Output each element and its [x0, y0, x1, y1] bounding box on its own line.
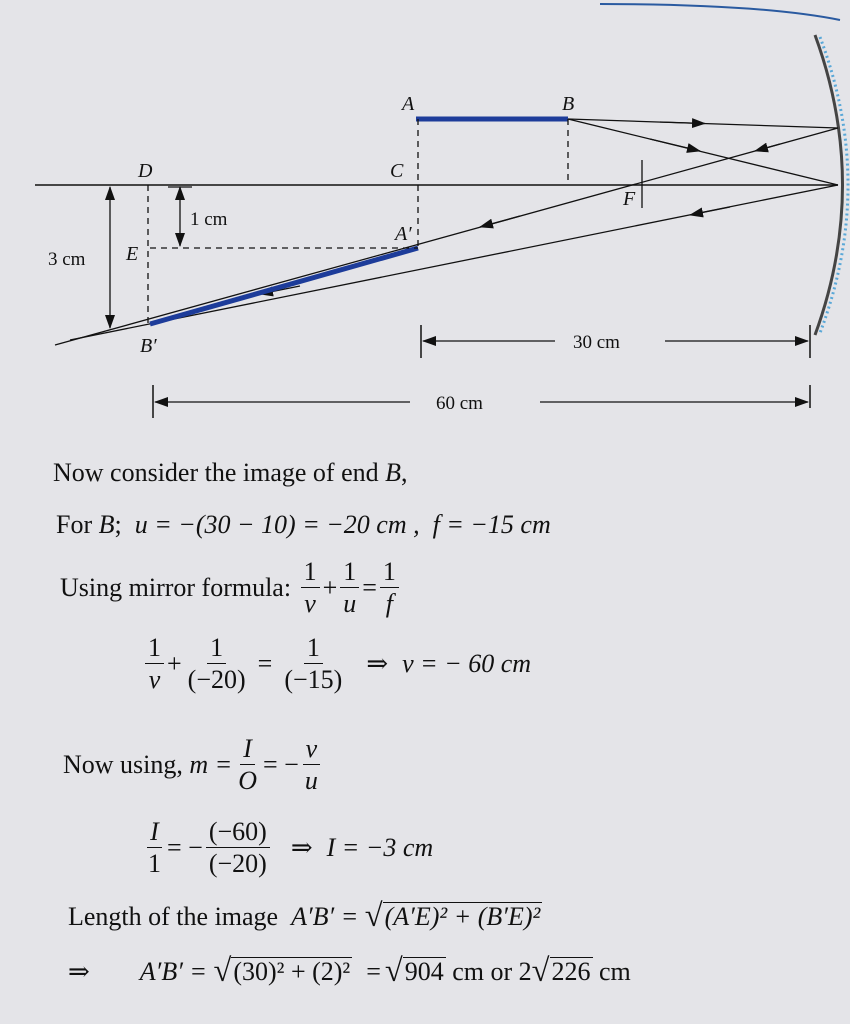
dim-30cm-label: 30 cm	[573, 332, 620, 353]
ray-reflected-from-pole-arrow	[690, 207, 730, 215]
line4-result: v = − 60 cm	[402, 648, 532, 678]
solution-line-1	[53, 460, 850, 486]
dim-60cm-label: 60 cm	[436, 393, 483, 414]
solution-line-5	[63, 735, 850, 795]
solution-line-3	[60, 558, 850, 618]
line8-unit: cm	[452, 956, 484, 986]
sqrt-length-formula: √ (A′E)² + (B′E)²	[364, 898, 541, 934]
line1-text: Now consider the image of end	[53, 458, 386, 487]
frac-i-over-o: $\frac{I}{O}$	[238, 734, 258, 796]
line7-lhs: A′B′ =	[291, 901, 359, 931]
frac-1-over-minus15: $\frac{1}{(-15)}$	[284, 633, 343, 695]
line3-plus: +	[322, 572, 338, 602]
line1-var: B	[385, 458, 402, 487]
ray-reflected-through-focus-arrow-2	[480, 216, 520, 227]
ray-b-to-pole-arrow	[650, 139, 700, 151]
line2-u-expr: u = −(30 − 10) = −20 cm ,	[134, 510, 420, 539]
line8-coef: 2	[518, 956, 532, 986]
dim-3cm-label: 3 cm	[48, 249, 86, 270]
line6-implies: ⇒	[290, 832, 313, 862]
line5-eq: = −	[263, 749, 299, 779]
frac-1-over-v: $\frac{1}{v}$	[301, 558, 320, 618]
line2-semi: ;	[114, 510, 122, 539]
line4-plus: +	[167, 648, 182, 678]
ray-reflected-through-focus-arrow	[755, 144, 780, 151]
label-a: A	[402, 93, 415, 115]
frac-minus60-over-minus20: $\frac{(-60)}{(-20)}$	[206, 818, 270, 878]
frac-1-over-f: $\frac{1}{f}$	[380, 558, 399, 618]
label-f: F	[623, 188, 636, 210]
label-c: C	[390, 160, 404, 182]
line5-m: m =	[189, 749, 233, 779]
solution-line-6	[142, 818, 850, 878]
sqrt-904: √ 904	[384, 953, 444, 989]
sqrt-226: √ 226	[531, 953, 591, 989]
label-e: E	[126, 243, 139, 265]
solution-line-4	[142, 634, 850, 694]
line6-result: I = −3 cm	[326, 832, 434, 862]
line8-implies: ⇒	[68, 956, 90, 986]
dim-1cm-label: 1 cm	[190, 209, 228, 230]
line2-var: B	[98, 510, 115, 539]
solution-line-8	[68, 953, 850, 989]
line8-unit2: cm	[599, 956, 631, 986]
solution-line-2	[56, 512, 850, 538]
sqrt-30-2: √ (30)² + (2)²	[213, 953, 351, 989]
label-b: B	[562, 93, 575, 115]
image-a-prime-b-prime	[150, 248, 418, 324]
line4-eq: =	[257, 648, 273, 678]
line8-lhs: A′B′ =	[139, 956, 207, 986]
frac-1-over-minus20: $\frac{1}{(-20)}$	[187, 633, 246, 695]
line8-eq: =	[366, 956, 381, 986]
label-d: D	[138, 160, 153, 182]
frac-i-over-1: $\frac{I}{1}$	[148, 817, 161, 879]
line4-implies: ⇒	[366, 648, 389, 678]
page-border-curve	[600, 4, 840, 20]
line7-text: Length of the image	[68, 901, 279, 931]
ray-b-parallel-arrow	[660, 122, 705, 124]
ray-reflected-through-focus	[55, 128, 838, 345]
solution-line-7	[68, 898, 850, 934]
line6-eq: = −	[167, 832, 203, 862]
frac-v-over-u: $\frac{v}{u}$	[302, 735, 321, 795]
line2-prefix: For	[56, 510, 99, 539]
line3-eq: =	[362, 572, 377, 602]
ray-b-to-pole	[568, 119, 838, 185]
line1-end: ,	[401, 458, 408, 487]
line8-or: or	[490, 956, 513, 986]
line3-text: Using mirror formula:	[60, 572, 292, 602]
line5-text: Now using,	[63, 749, 183, 779]
concave-mirror-ray-diagram	[0, 0, 850, 440]
line2-f-expr: f = −15 cm	[432, 510, 551, 539]
frac-1-over-u: $\frac{1}{u}$	[340, 558, 359, 618]
frac-1-over-v-2: $\frac{1}{v}$	[145, 634, 164, 694]
label-a-prime: A′	[395, 223, 412, 245]
label-b-prime: B′	[140, 335, 157, 357]
